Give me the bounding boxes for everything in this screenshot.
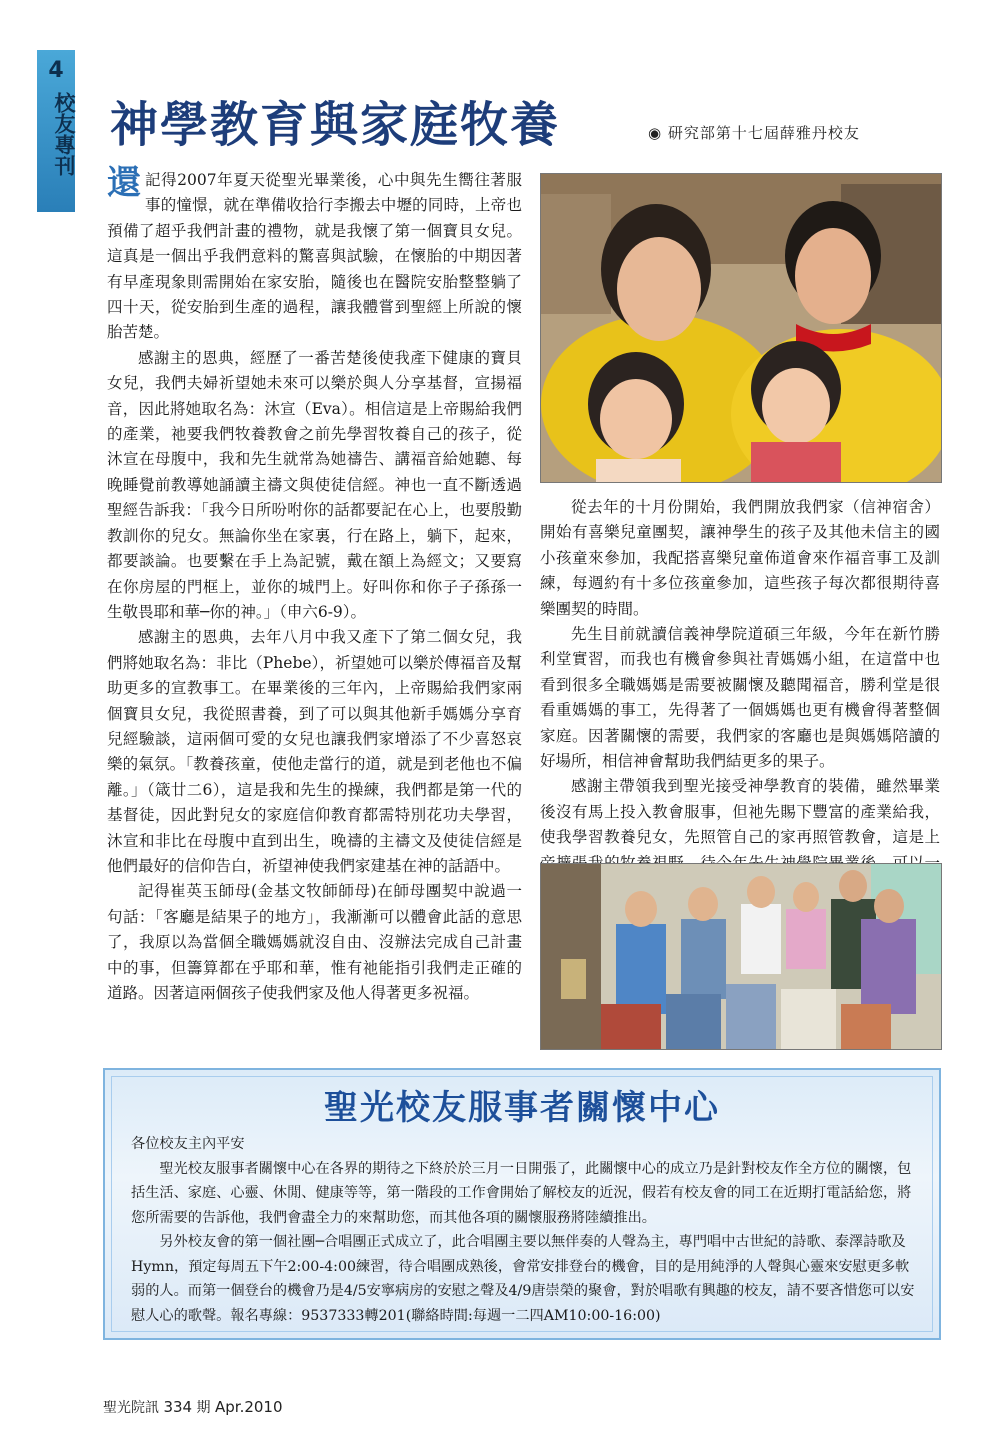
article-right-column [540,495,940,902]
article-paragraph-4: 記得崔英玉師母(金基文牧師師母)在師母團契中說過一句話：「客廳是結果子的地方」，我漸漸可以體會此話的意思了，我原以為當個全職媽媽就沒自由、沒辦法完成自己計畫中的事，但籌算都在乎耶和華，惟有祂能指引我們走正確的道路。因著這兩個孩子使我們家及他人得著更多祝福。 [107,882,522,1002]
section-label: 校友專刊 [52,92,76,176]
drop-cap: 還 [107,163,141,203]
footer-date: Apr.2010 [215,1398,283,1416]
notice-paragraph-1: 聖光校友服事者關懷中心在各界的期待之下終於於三月一日開張了，此關懷中心的成立乃是針對校友作全方位的關懷，包括生活、家庭、心靈、休閒、健康等等，第一階段的工作會開始了解校友的近況，假若有校友會的同工在近期打電話給您，將您所需要的告訴他，我們會盡全力的來幫助您，而其他各項的關懷服務將陸續推出。 [131,1160,912,1226]
footer-publication: 聖光院訊 [103,1400,159,1416]
article-paragraph-5: 從去年的十月份開始，我們開放我們家（信神宿舍）開始有喜樂兒童團契，讓神學生的孩子及其他未信主的國小孩童來參加，我配搭喜樂兒童佈道會來作福音事工及訓練，每週約有十多位孩童參加，這些孩子每次都很期待喜樂團契的時間。 [540,498,940,618]
notice-body [131,1132,915,1328]
footer-issue: 334 [163,1398,193,1416]
notice-greeting: 各位校友主內平安 [131,1136,245,1152]
family-photo-illustration [541,174,941,482]
notice-paragraph-2: 另外校友會的第一個社團─合唱團正式成立了，此合唱團主要以無伴奏的人聲為主，專門唱中古世紀的詩歌、泰澤詩歌及Hymn，預定每周五下午2:00-4:00練習，待合唱團成熟後，會常安排登台的機會，目的是用純淨的人聲與心靈來安慰更多軟弱的人。而第一個登台的機會乃是4/5安寧病房的安慰之聲及4/9唐崇榮的聚會，對於唱歌有興趣的校友，請不要吝惜您可以安慰人心的歌聲。報名專線：9537333轉201(聯絡時間:每週一二四AM10:00-16:00) [131,1234,915,1324]
article-paragraph-7: 感謝主帶領我到聖光接受神學教育的裝備，雖然畢業後沒有馬上投入教會服事，但祂先賜下豐富的產業給我，使我學習教養兒女，先照管自己的家再照管教會，這是上 [540,777,940,847]
article-title: 神學教育與家庭牧養 [110,97,561,153]
article-byline: ◉ 研究部第十七屆薛雅丹校友 [648,124,860,142]
group-photo [540,863,942,1050]
footer-issue-unit: 期 [196,1400,211,1416]
notice-title: 聖光校友服事者關懷中心 [324,1088,720,1128]
article-paragraph-3: 感謝主的恩典，去年八月中我又產下了第二個女兒，我們將她取名為：非比（Phebe），祈望她可以樂於傳福音及幫助更多的宣教事工。在畢業後的三年內，上帝賜給我們家兩個寶貝女兒，我從照書養，到了可以與其他新手媽媽分享育兒經驗談，這兩個可愛的女兒也讓我們家增添了不少喜怒哀樂的氣氛。「教養孩童，使他走當行的道，就是到老他也不偏離。」（箴廿二6），這是我和先生的操練，我們都是第一代的基督徒，因此對兒女的家庭信仰教育都需特別花功夫學習，沐宣和非比在母腹中直到出生，晚禱的主禱文及使徒信經是他們最好的信仰告白，祈望神使我們家建基在神的話語中。 [107,628,522,875]
article-paragraph-1: 還記得2007年夏天從聖光畢業後，心中與先生嚮往著服事的憧憬，就在準備收拾行李搬去中壢的同時，上帝也預備了超乎我們計畫的禮物，就是我懷了第一個寶貝女兒。這真是一個出乎我們意料的驚喜與試驗，在懷胎的中期因著有早產現象則需開始在家安胎，隨後也在醫院安胎整整躺了四十天，從安胎到生產的過程，讓我體嘗到聖經上所說的懷胎苦楚。 [107,163,522,342]
page-footer [103,1397,283,1417]
article-paragraph-6: 先生目前就讀信義神學院道碩三年級，今年在新竹勝利堂實習，而我也有機會參與社青媽媽小組，在這當中也看到很多全職媽媽是需要被關懷及聽聞福音，勝利堂是很看重媽媽的事工，先得著了一個媽媽也更有機會得著整個家庭。因著關懷的需要，我們家的客廳也是與媽媽陪讀的好場所，相信神會幫助我們結更多的果子。 [540,625,940,771]
family-photo [540,173,942,483]
article-paragraph-2: 感謝主的恩典，經歷了一番苦楚後使我產下健康的寶貝女兒，我們夫婦祈望她未來可以樂於與人分享基督，宣揚福音，因此將她取名為：沐宣（Eva）。相信這是上帝賜給我們的產業，祂要我們牧養教會之前先學習牧養自己的孩子，從沐宣在母腹中，我和先生就常為她禱告、講福音給她聽、每晚睡覺前教導她誦讀主禱文與使徒信經。神也一直不斷透過聖經告訴我：「我今日所吩咐你的話都要記在心上，也要殷勤教訓你的兒女。無論你坐在家裏，行在路上，躺下，起來，都要談論。也要繫在手上為記號，戴在額上為經文；又要寫在你房屋的門框上，並你的城門上。好叫你和你子子孫孫一生敬畏耶和華─你的神。」（申六6-9）。 [107,348,522,621]
care-center-notice [103,1068,941,1340]
group-photo-illustration [541,864,941,1049]
article-left-column [107,163,522,1006]
page-number: 4 [48,58,64,83]
